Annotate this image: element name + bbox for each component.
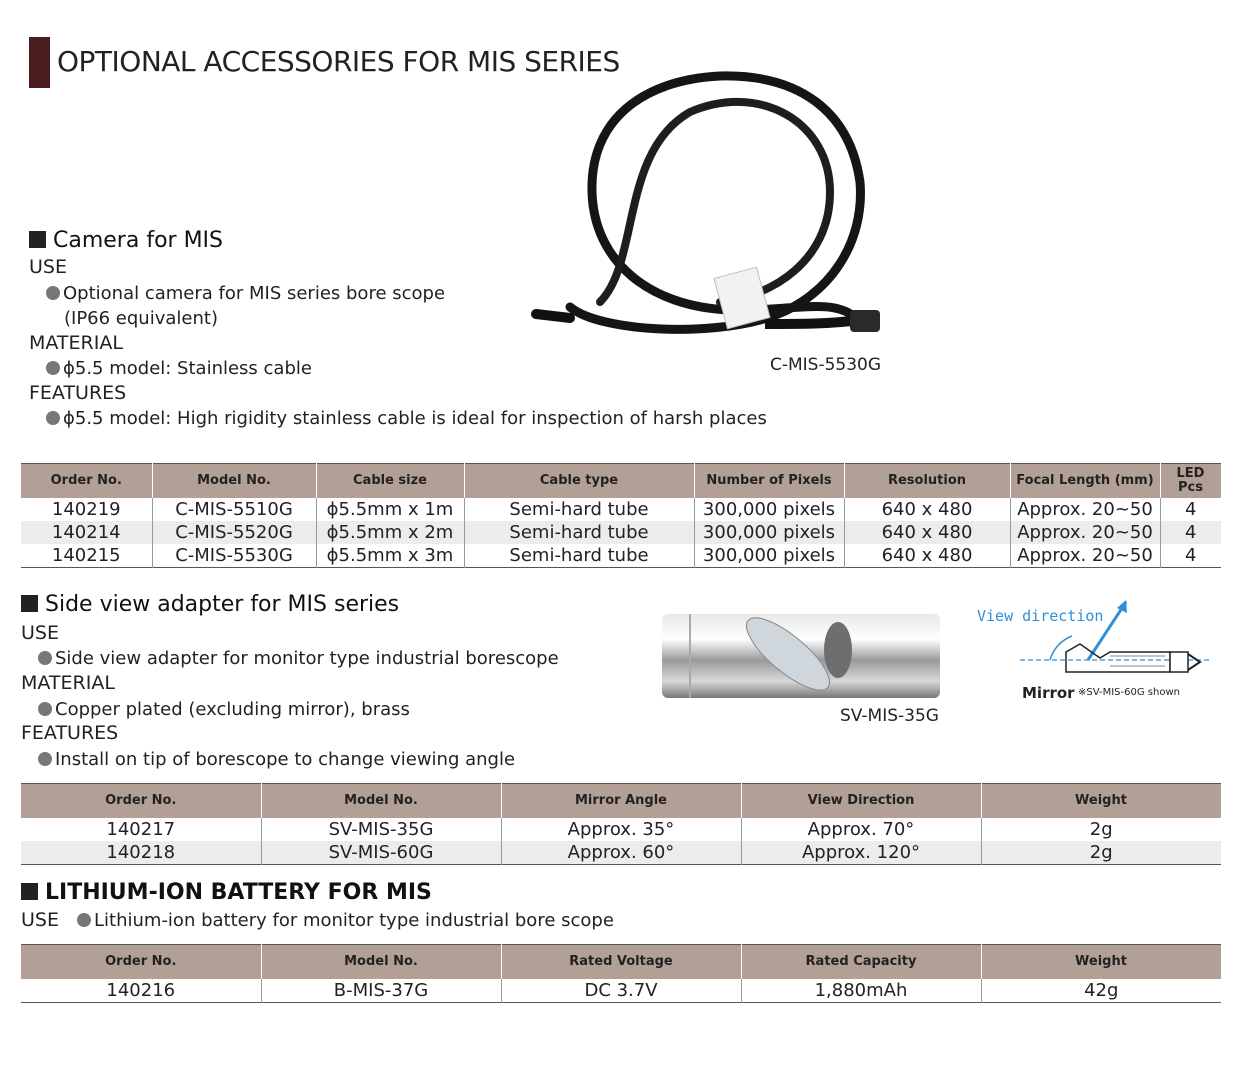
camera-image-caption: C-MIS-5530G [770, 355, 882, 375]
table-cell: 140218 [21, 841, 261, 865]
table-cell: ϕ5.5mm x 3m [316, 544, 464, 568]
adapter-features-label: FEATURES [21, 722, 119, 744]
table-cell: 140215 [51, 545, 121, 566]
table-cell: 140219 [51, 499, 121, 520]
camera-material-label: MATERIAL [29, 332, 123, 354]
table-cell: 640 x 480 [844, 521, 1010, 544]
column-header: Order No. [21, 784, 261, 819]
camera-use-label: USE [29, 256, 67, 278]
table-cell: 640 x 480 [844, 544, 1010, 568]
column-header: Model No. [152, 464, 316, 499]
angle-arc [1050, 636, 1072, 660]
camera-use-text-2: (IP66 equivalent) [64, 308, 218, 329]
adapter-features-text: Install on tip of borescope to change viewing angle [38, 749, 515, 770]
column-header: Cable type [464, 464, 694, 499]
column-header: Resolution [844, 464, 1010, 499]
camera-use-text: Optional camera for MIS series bore scope [46, 283, 445, 304]
adapter-use-label: USE [21, 622, 59, 644]
bullet-icon [46, 411, 60, 425]
cable-tail [765, 320, 860, 324]
page-title: OPTIONAL ACCESSORIES FOR MIS SERIES [57, 45, 620, 78]
table-cell: 2g [981, 818, 1221, 841]
table-cell: ϕ5.5mm x 2m [316, 521, 464, 544]
bullet-icon [38, 702, 52, 716]
table-header-row [21, 464, 1221, 499]
bullet-icon [38, 752, 52, 766]
table-row [21, 544, 1221, 568]
column-header: Model No. [261, 784, 501, 819]
camera-tip [536, 314, 570, 318]
adapter-use-text: Side view adapter for monitor type industrial borescope [38, 648, 559, 669]
table-cell: 4 [1160, 498, 1221, 521]
table-cell: ϕ5.5mm x 1m [316, 498, 464, 521]
adapter-spec-table [21, 783, 1222, 865]
table-cell: 640 x 480 [844, 498, 1010, 521]
table-row [21, 841, 1221, 865]
table-cell: Approx. 70° [741, 818, 981, 841]
table-cell: 4 [1160, 521, 1221, 544]
table-cell: Semi-hard tube [464, 544, 694, 568]
mirror-label: Mirror [1022, 684, 1075, 702]
table-cell: Approx. 20~50 [1010, 544, 1160, 568]
table-cell: 2g [981, 841, 1221, 865]
column-header: View Direction [741, 784, 981, 819]
diagram-note: ※SV-MIS-60G shown [1078, 687, 1180, 698]
cable-label-tag [714, 267, 770, 329]
table-cell: Approx. 120° [741, 841, 981, 865]
table-cell: Approx. 35° [501, 818, 741, 841]
camera-material-text: ϕ5.5 model: Stainless cable [46, 358, 312, 379]
table-row [21, 521, 1221, 544]
heading-square-icon [29, 231, 46, 248]
column-header: Rated Voltage [501, 945, 741, 980]
battery-use-label: USE [21, 909, 59, 931]
bullet-icon [46, 286, 60, 300]
heading-square-icon [21, 595, 38, 612]
column-header: LED Pcs [1160, 464, 1221, 499]
table-cell: 300,000 pixels [694, 544, 844, 568]
adapter-material-label: MATERIAL [21, 672, 115, 694]
column-header: Number of Pixels [694, 464, 844, 499]
battery-use-text: Lithium-ion battery for monitor type industrial bore scope [77, 910, 614, 931]
table-cell: Approx. 20~50 [1010, 498, 1160, 521]
battery-heading: LITHIUM-ION BATTERY FOR MIS [21, 880, 432, 905]
column-header: Focal Length (mm) [1010, 464, 1160, 499]
adapter-material-text: Copper plated (excluding mirror), brass [38, 699, 410, 720]
table-cell: 140217 [106, 819, 176, 840]
column-header: Rated Capacity [741, 945, 981, 980]
adapter-image-caption: SV-MIS-35G [840, 706, 939, 726]
camera-spec-table [21, 463, 1222, 568]
table-cell: 140214 [21, 521, 152, 544]
column-header: Mirror Angle [501, 784, 741, 819]
table-cell: SV-MIS-60G [261, 841, 501, 865]
table-row [21, 979, 1221, 1003]
table-cell: C-MIS-5510G [152, 498, 316, 521]
adapter-image [660, 610, 945, 702]
table-cell: DC 3.7V [501, 979, 741, 1003]
table-cell: C-MIS-5520G [152, 521, 316, 544]
bullet-icon [46, 361, 60, 375]
title-accent-bar [29, 37, 50, 88]
cable-coil [570, 76, 860, 329]
table-cell: C-MIS-5530G [152, 544, 316, 568]
column-header: Order No. [21, 464, 152, 499]
table-cell: Approx. 20~50 [1010, 521, 1160, 544]
heading-square-icon [21, 883, 38, 900]
table-row [21, 498, 1221, 521]
table-cell: SV-MIS-35G [261, 818, 501, 841]
battery-spec-table [21, 944, 1222, 1003]
column-header: Order No. [21, 945, 261, 980]
column-header: Weight [981, 945, 1221, 980]
bullet-icon [77, 913, 91, 927]
table-cell: Semi-hard tube [464, 498, 694, 521]
table-header-row [21, 945, 1221, 980]
camera-cable-image [530, 62, 890, 362]
table-cell: 42g [981, 979, 1221, 1003]
cable-coil-inner [600, 102, 830, 302]
cable-connector [850, 310, 880, 332]
adapter-window [824, 622, 852, 678]
view-direction-label: View direction [977, 607, 1104, 625]
table-cell: 4 [1160, 544, 1221, 568]
table-cell: 1,880mAh [741, 979, 981, 1003]
table-cell: Approx. 60° [501, 841, 741, 865]
table-cell: 300,000 pixels [694, 521, 844, 544]
adapter-end [1170, 652, 1188, 672]
column-header: Cable size [316, 464, 464, 499]
camera-heading: Camera for MIS [29, 228, 223, 253]
table-header-row [21, 784, 1221, 819]
bullet-icon [38, 651, 52, 665]
camera-features-text: ϕ5.5 model: High rigidity stainless cable is ideal for inspection of harsh places [46, 408, 767, 429]
table-cell: 300,000 pixels [694, 498, 844, 521]
adapter-outline [1066, 644, 1170, 672]
column-header: Weight [981, 784, 1221, 819]
table-row [21, 818, 1221, 841]
eye-icon [1188, 654, 1200, 670]
table-cell: B-MIS-37G [261, 979, 501, 1003]
table-cell: Semi-hard tube [464, 521, 694, 544]
adapter-heading: Side view adapter for MIS series [21, 592, 399, 617]
column-header: Model No. [261, 945, 501, 980]
camera-features-label: FEATURES [29, 382, 127, 404]
table-cell: 140216 [106, 980, 176, 1001]
